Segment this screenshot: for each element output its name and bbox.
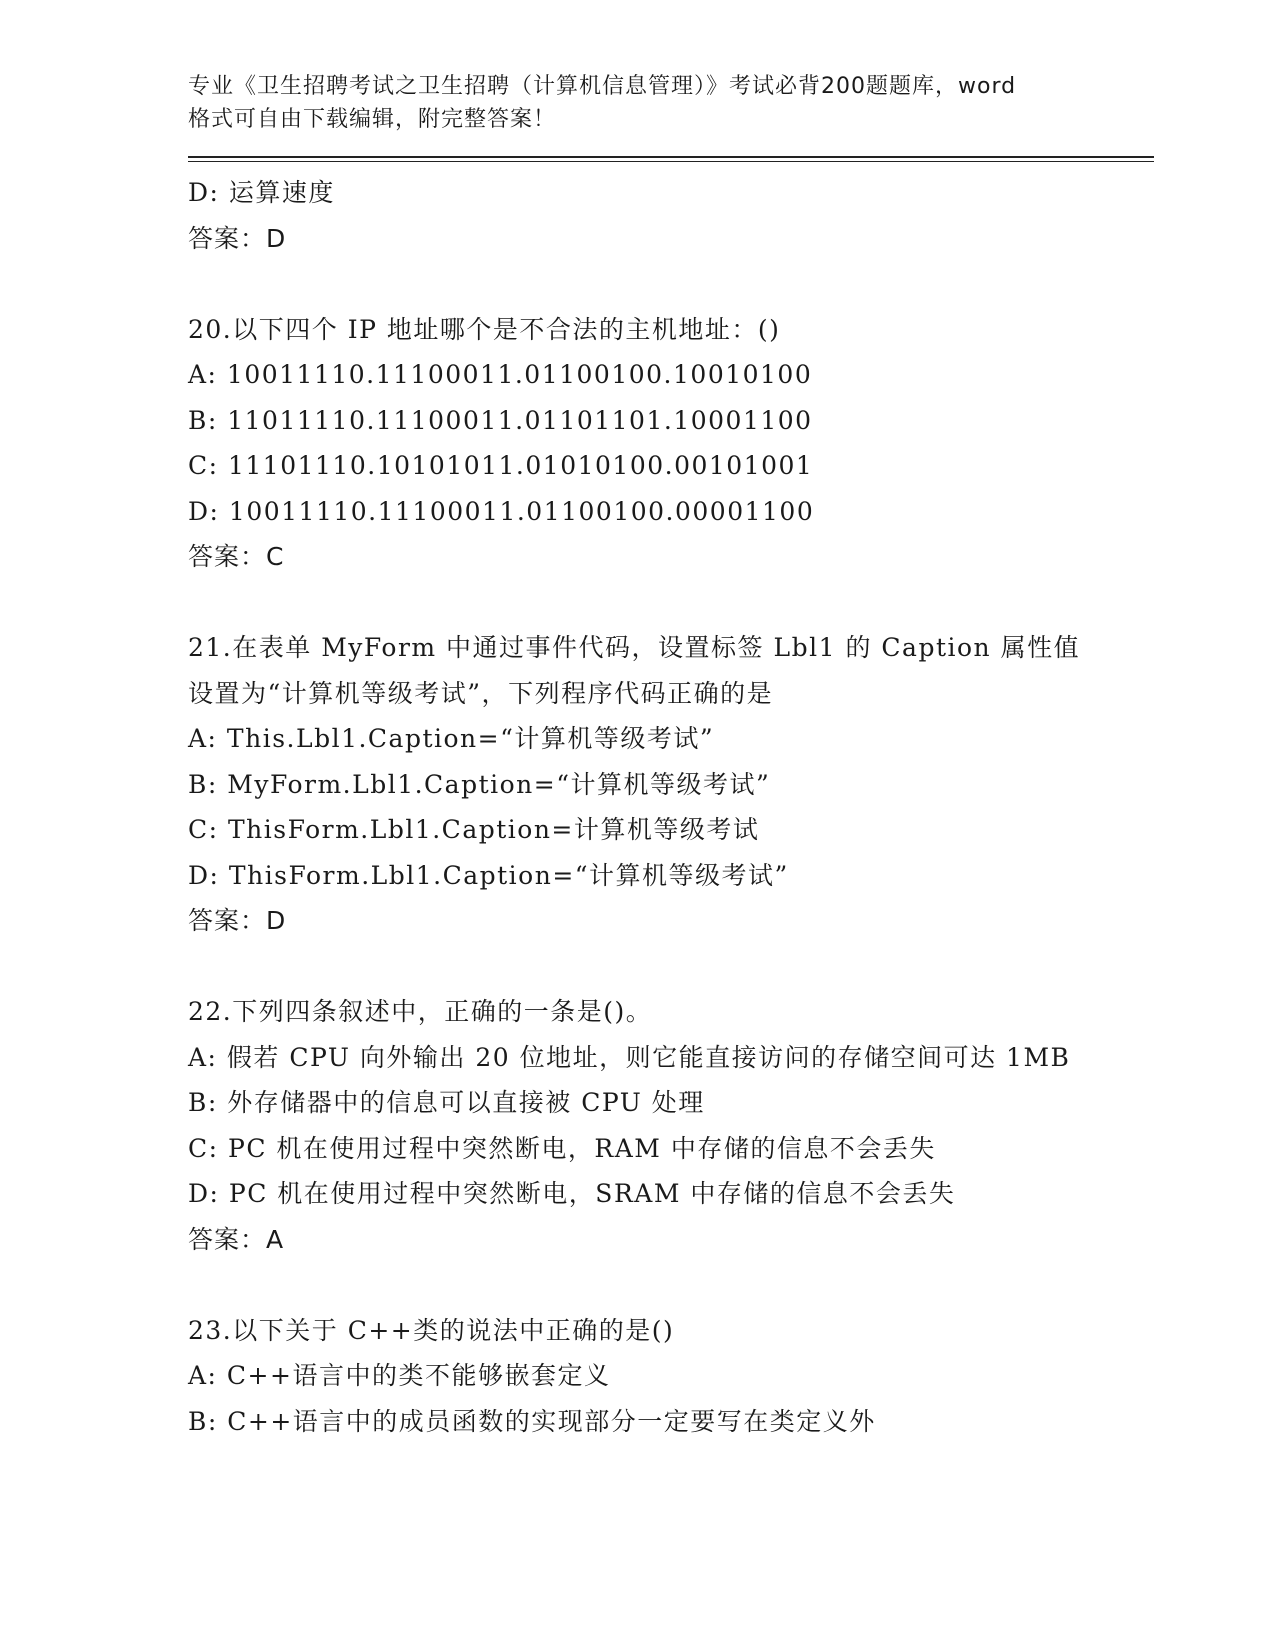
- option-d: D: PC 机在使用过程中突然断电，SRAM 中存储的信息不会丢失: [188, 1179, 956, 1208]
- option-a: A: C++语言中的类不能够嵌套定义: [188, 1361, 611, 1390]
- question-stem-continued: 设置为“计算机等级考试”，下列程序代码正确的是: [188, 678, 774, 708]
- option-c: C: ThisForm.Lbl1.Caption=计算机等级考试: [188, 815, 760, 844]
- prev-option-d: D: 运算速度: [188, 178, 335, 207]
- spacer: [188, 1262, 1158, 1308]
- option-b: B: C++语言中的成员函数的实现部分一定要写在类定义外: [188, 1406, 876, 1436]
- question-stem: 20.以下四个 IP 地址哪个是不合法的主机地址：(): [188, 314, 781, 344]
- header-line-2: 格式可自由下载编辑，附完整答案！: [188, 107, 557, 132]
- option-d: D: 10011110.11100011.01100100.00001100: [188, 496, 815, 526]
- question-23: [188, 1308, 1158, 1445]
- option-c: C: PC 机在使用过程中突然断电，RAM 中存储的信息不会丢失: [188, 1133, 936, 1163]
- answer: 答案：C: [188, 542, 285, 571]
- option-d: D: ThisForm.Lbl1.Caption=“计算机等级考试”: [188, 860, 789, 890]
- header-line-1: 专业《卫生招聘考试之卫生招聘（计算机信息管理）》考试必背200题题库，word: [188, 74, 1017, 99]
- question-21: [188, 625, 1158, 944]
- question-stem: 21.在表单 MyForm 中通过事件代码，设置标签 Lbl1 的 Caption 属性值: [188, 633, 1081, 662]
- answer: 答案：D: [188, 906, 287, 935]
- option-b: B: 11011110.11100011.01101101.10001100: [188, 405, 813, 435]
- answer: 答案：A: [188, 1224, 285, 1254]
- option-b: B: MyForm.Lbl1.Caption=“计算机等级考试”: [188, 769, 771, 799]
- header-divider: [188, 156, 1154, 162]
- document-header: [188, 70, 1158, 136]
- option-b: B: 外存储器中的信息可以直接被 CPU 处理: [188, 1088, 705, 1117]
- question-stem: 22.下列四条叙述中，正确的一条是()。: [188, 997, 653, 1026]
- spacer: [188, 261, 1158, 307]
- question-20: [188, 307, 1158, 580]
- question-stem: 23.以下关于 C++类的说法中正确的是(): [188, 1315, 675, 1345]
- option-a: A: 假若 CPU 向外输出 20 位地址，则它能直接访问的存储空间可达 1MB: [188, 1042, 1071, 1072]
- question-22: [188, 989, 1158, 1262]
- spacer: [188, 580, 1158, 626]
- spacer: [188, 944, 1158, 990]
- option-a: A: 10011110.11100011.01100100.10010100: [188, 360, 813, 389]
- option-a: A: This.Lbl1.Caption=“计算机等级考试”: [188, 724, 715, 753]
- prev-answer: 答案：D: [188, 223, 287, 253]
- document-page: [188, 70, 1158, 1444]
- option-c: C: 11101110.10101011.01010100.00101001: [188, 451, 814, 480]
